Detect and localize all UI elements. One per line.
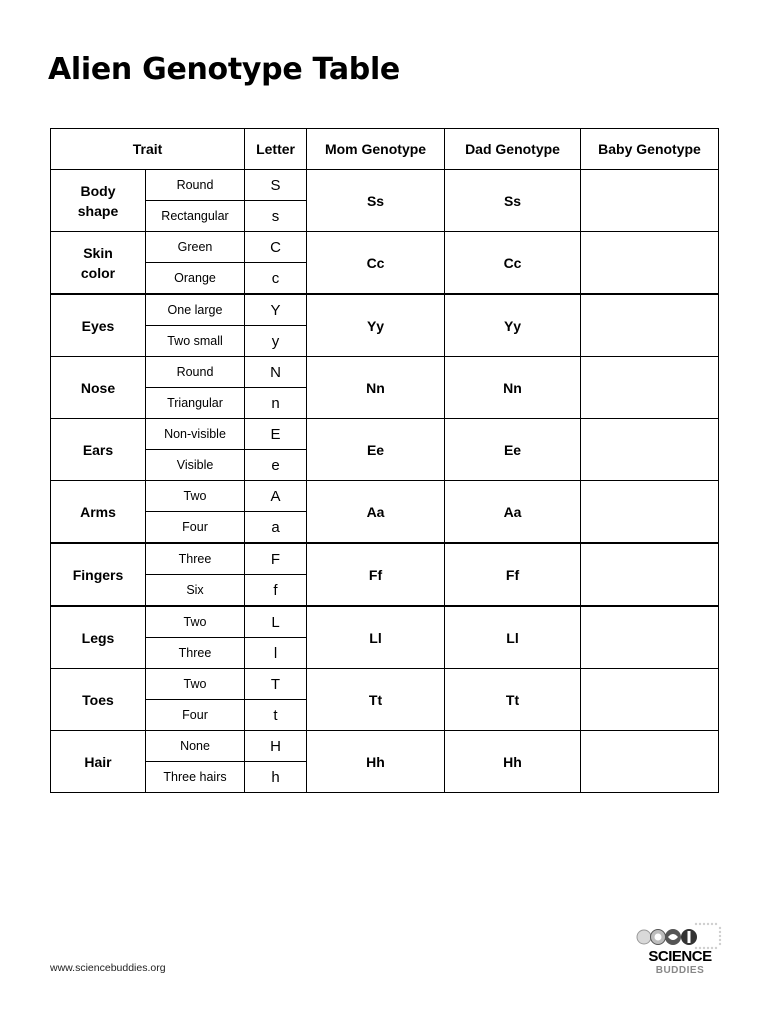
allele-letter: h — [245, 762, 307, 793]
mom-genotype-cell: Tt — [307, 669, 445, 731]
allele-letter: N — [245, 357, 307, 388]
genotype-table — [50, 128, 719, 793]
trait-option: Two — [146, 606, 245, 638]
table-row — [51, 669, 719, 700]
header-mom-genotype: Mom Genotype — [307, 129, 445, 170]
trait-option: Triangular — [146, 388, 245, 419]
trait-option: Non-visible — [146, 419, 245, 450]
table-row — [51, 232, 719, 263]
trait-option: Three — [146, 543, 245, 575]
dad-genotype-cell: Cc — [445, 232, 581, 295]
trait-name: Ears — [51, 419, 146, 481]
page-title: Alien Genotype Table — [48, 52, 400, 87]
baby-genotype-cell[interactable] — [581, 419, 719, 481]
dad-genotype-cell: Ss — [445, 170, 581, 232]
trait-option: Four — [146, 512, 245, 544]
dad-genotype-cell: Ff — [445, 543, 581, 606]
allele-letter: f — [245, 575, 307, 607]
dad-genotype-cell: Hh — [445, 731, 581, 793]
trait-option: Two — [146, 669, 245, 700]
allele-letter: t — [245, 700, 307, 731]
allele-letter: s — [245, 201, 307, 232]
mom-genotype-cell: Hh — [307, 731, 445, 793]
baby-genotype-cell[interactable] — [581, 543, 719, 606]
trait-option: Three hairs — [146, 762, 245, 793]
dad-genotype-cell: Ee — [445, 419, 581, 481]
header-dad-genotype: Dad Genotype — [445, 129, 581, 170]
mom-genotype-cell: Ff — [307, 543, 445, 606]
table-row — [51, 606, 719, 638]
allele-letter: e — [245, 450, 307, 481]
allele-letter: T — [245, 669, 307, 700]
trait-option: Two small — [146, 326, 245, 357]
logo-buddies-text: BUDDIES — [655, 965, 705, 976]
baby-genotype-cell[interactable] — [581, 669, 719, 731]
baby-genotype-cell[interactable] — [581, 606, 719, 669]
baby-genotype-cell[interactable] — [581, 170, 719, 232]
trait-option: Orange — [146, 263, 245, 295]
table-row — [51, 481, 719, 512]
trait-option: Round — [146, 170, 245, 201]
baby-genotype-cell[interactable] — [581, 731, 719, 793]
table-header-row — [51, 129, 719, 170]
table-row — [51, 543, 719, 575]
allele-letter: H — [245, 731, 307, 762]
allele-letter: F — [245, 543, 307, 575]
allele-letter: L — [245, 606, 307, 638]
mom-genotype-cell: Aa — [307, 481, 445, 544]
allele-letter: C — [245, 232, 307, 263]
mom-genotype-cell: Nn — [307, 357, 445, 419]
baby-genotype-cell[interactable] — [581, 481, 719, 544]
mom-genotype-cell: Ee — [307, 419, 445, 481]
dad-genotype-cell: Aa — [445, 481, 581, 544]
table-row — [51, 419, 719, 450]
table-row — [51, 357, 719, 388]
trait-option: Round — [146, 357, 245, 388]
allele-letter: E — [245, 419, 307, 450]
baby-genotype-cell[interactable] — [581, 294, 719, 357]
baby-genotype-cell[interactable] — [581, 357, 719, 419]
allele-letter: a — [245, 512, 307, 544]
mom-genotype-cell: Ll — [307, 606, 445, 669]
dad-genotype-cell: Tt — [445, 669, 581, 731]
mom-genotype-cell: Ss — [307, 170, 445, 232]
trait-name: Fingers — [51, 543, 146, 606]
header-letter: Letter — [245, 129, 307, 170]
allele-letter: n — [245, 388, 307, 419]
table-body — [51, 170, 719, 793]
trait-name: Hair — [51, 731, 146, 793]
allele-letter: c — [245, 263, 307, 295]
mom-genotype-cell: Yy — [307, 294, 445, 357]
table-row — [51, 294, 719, 326]
trait-name: Toes — [51, 669, 146, 731]
trait-option: Visible — [146, 450, 245, 481]
trait-name: Legs — [51, 606, 146, 669]
trait-option: Four — [146, 700, 245, 731]
trait-option: Six — [146, 575, 245, 607]
logo-science-text: SCIENCE — [648, 948, 712, 965]
footer-url: www.sciencebuddies.org — [50, 962, 166, 974]
allele-letter: y — [245, 326, 307, 357]
mom-genotype-cell: Cc — [307, 232, 445, 295]
allele-letter: l — [245, 638, 307, 669]
trait-name: Body shape — [51, 170, 146, 232]
science-buddies-logo — [632, 918, 728, 980]
header-trait: Trait — [51, 129, 245, 170]
trait-option: Three — [146, 638, 245, 669]
allele-letter: S — [245, 170, 307, 201]
trait-option: None — [146, 731, 245, 762]
dad-genotype-cell: Yy — [445, 294, 581, 357]
header-baby-genotype: Baby Genotype — [581, 129, 719, 170]
trait-option: One large — [146, 294, 245, 326]
trait-name: Eyes — [51, 294, 146, 357]
trait-option: Rectangular — [146, 201, 245, 232]
trait-name: Arms — [51, 481, 146, 544]
allele-letter: A — [245, 481, 307, 512]
trait-option: Green — [146, 232, 245, 263]
table-row — [51, 170, 719, 201]
dad-genotype-cell: Nn — [445, 357, 581, 419]
trait-option: Two — [146, 481, 245, 512]
allele-letter: Y — [245, 294, 307, 326]
trait-name: Nose — [51, 357, 146, 419]
table-row — [51, 731, 719, 762]
dad-genotype-cell: Ll — [445, 606, 581, 669]
logo-circles-icon — [632, 918, 728, 952]
baby-genotype-cell[interactable] — [581, 232, 719, 295]
trait-name: Skin color — [51, 232, 146, 295]
